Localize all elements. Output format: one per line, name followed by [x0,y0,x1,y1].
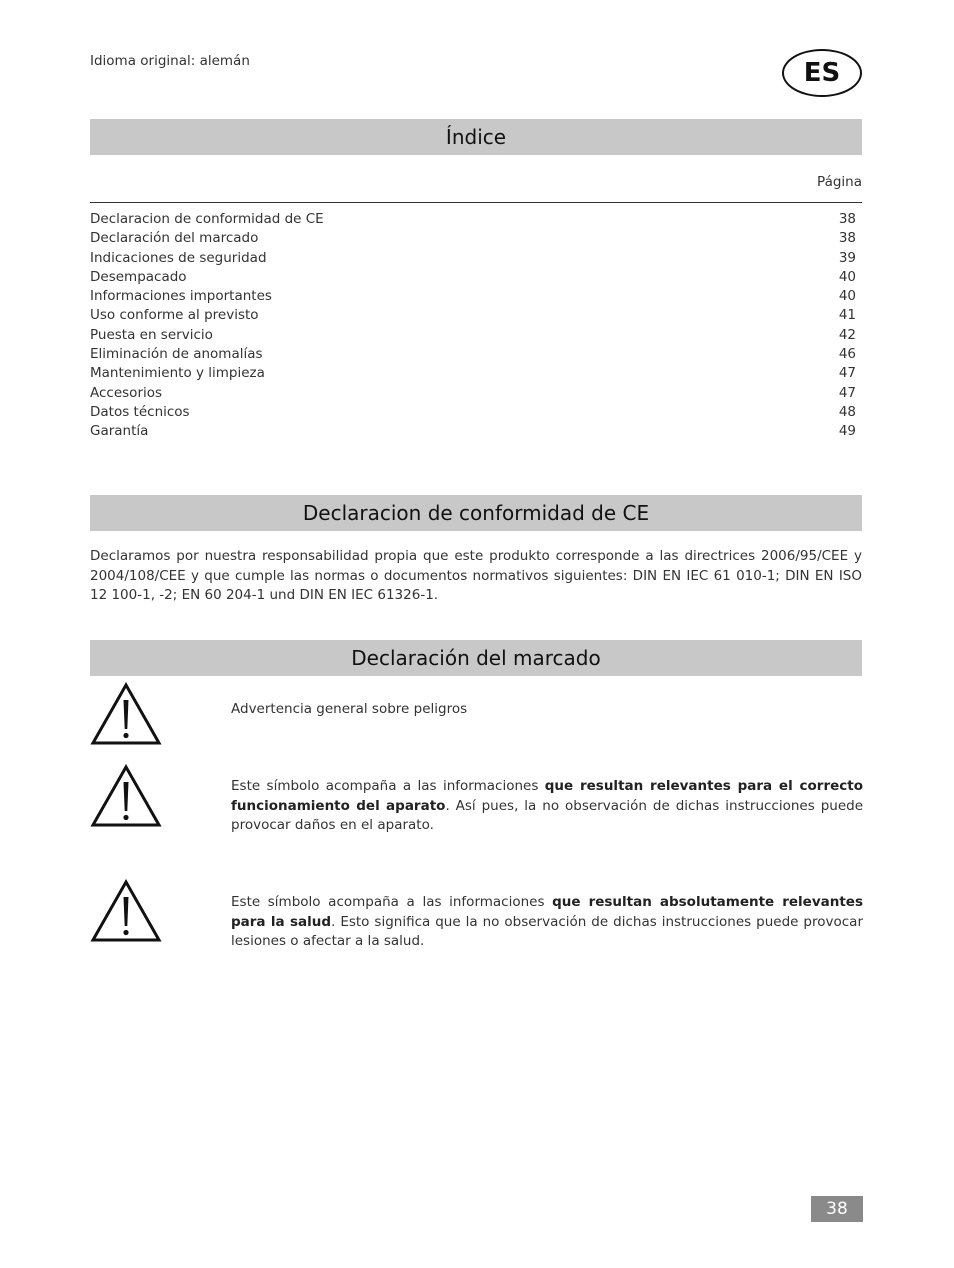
toc-entry-page: 47 [838,365,856,382]
toc-entry-label: Garantía [90,423,149,440]
toc-entry-page: 47 [838,384,856,401]
toc-entry[interactable] [90,364,856,383]
toc-entry-label: Declaración del marcado [90,230,259,247]
toc-entry-page: 48 [838,403,856,420]
toc-entry-page: 49 [838,423,856,440]
toc-entry-label: Uso conforme al previsto [90,307,259,324]
toc-entry[interactable] [90,326,856,345]
toc-entry[interactable] [90,268,856,287]
marking-declaration-heading: Declaración del marcado [90,640,862,676]
toc-entry[interactable] [90,287,856,306]
toc-entry[interactable] [90,345,856,364]
warning-triangle-icon [90,764,162,828]
index-divider [90,202,862,203]
marking-text: Este símbolo acompaña a las informaciones [231,778,545,794]
original-language-note: Idioma original: alemán [90,53,250,69]
toc-entry[interactable] [90,249,856,268]
toc-entry[interactable] [90,210,856,229]
marking-health-warning-text [231,893,863,952]
toc-entry-label: Desempacado [90,268,187,285]
toc-entry[interactable] [90,403,856,422]
toc-entry-page: 38 [838,230,856,247]
toc-entry-label: Informaciones importantes [90,288,272,305]
language-badge: ES [782,49,862,97]
marking-text: Advertencia general sobre peligros [231,701,468,717]
page-column-label: Página [817,174,862,190]
toc-entry-page: 39 [838,249,856,266]
toc-entry[interactable] [90,306,856,325]
toc-entry-label: Eliminación de anomalías [90,346,263,363]
toc-entry[interactable] [90,384,856,403]
marking-text-emphasis: que resultan relevantes para el correcto funcionamiento del aparato [231,778,863,814]
toc-entry-label: Datos técnicos [90,403,190,420]
ce-declaration-heading: Declaracion de conformidad de CE [90,495,862,531]
toc-entry-label: Accesorios [90,384,163,401]
ce-declaration-text: Declaramos por nuestra responsabilidad propia que este produkto corresponde a las directrices 2006/95/CEE y 2004/108/CEE y que cumple las normas o documentos normativos siguientes: DIN EN IEC 61 010-1; DIN EN ISO 12 100-1, -2; EN 60 204-1 und DIN EN IEC 61326-1. [90,548,862,603]
toc-entry-page: 46 [838,346,856,363]
toc-entry-page: 42 [838,326,856,343]
page-number: 38 [811,1196,863,1222]
toc-entry-page: 40 [838,268,856,285]
toc-entry-label: Declaracion de conformidad de CE [90,211,324,227]
toc-entry[interactable] [90,229,856,248]
toc-entry-page: 38 [838,211,856,227]
marking-text-emphasis: que resultan absolutamente relevantes para la salud [231,894,863,930]
toc-entry-label: Mantenimiento y limpieza [90,365,265,382]
marking-text: . Así pues, la no observación de dichas instrucciones puede provocar daños en el aparato. [231,797,864,833]
toc-entry-page: 41 [838,307,856,324]
marking-general-warning-text [231,700,863,720]
warning-triangle-icon [90,879,162,943]
warning-triangle-icon [90,682,162,746]
marking-device-warning-text [231,777,863,836]
toc-entry-page: 40 [838,288,856,305]
toc-entry-label: Puesta en servicio [90,326,213,343]
toc-entry-label: Indicaciones de seguridad [90,249,267,266]
index-section-heading: Índice [90,119,862,155]
marking-text: Este símbolo acompaña a las informaciones [231,894,553,910]
toc-entry[interactable] [90,422,856,441]
table-of-contents [90,210,856,442]
marking-text: . Esto significa que la no observación de dichas instrucciones puede provocar lesiones o afectar a la salud. [231,913,864,949]
